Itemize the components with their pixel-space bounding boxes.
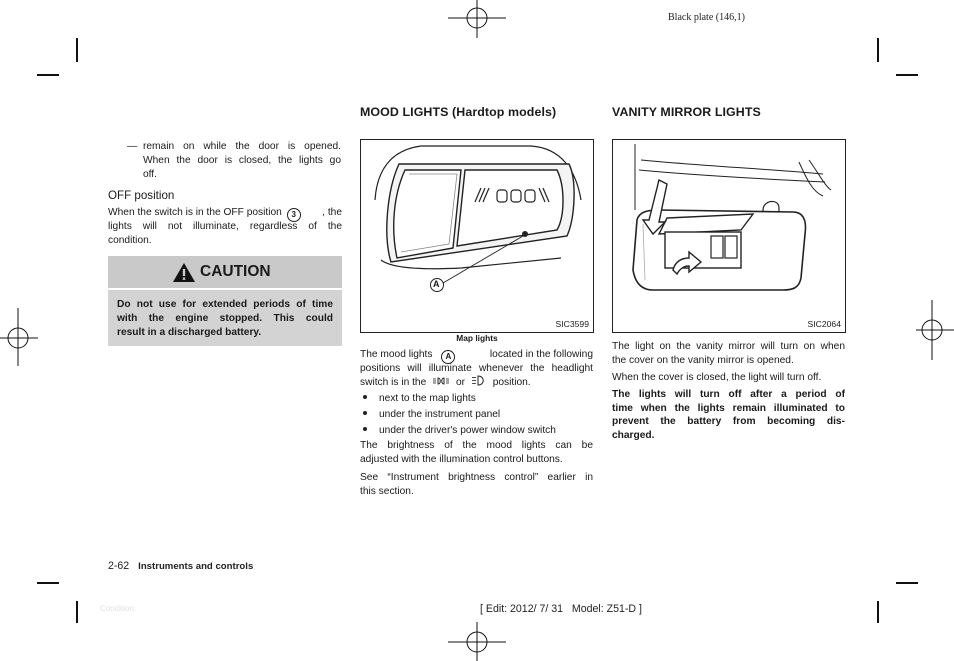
caution-line: result in a discharged battery. [117, 326, 262, 338]
map-lights-illustration [361, 140, 593, 332]
mood-lights-heading: MOOD LIGHTS (Hardtop models) [360, 105, 557, 119]
vanity-warning-para [612, 388, 845, 442]
para-line: The light on the vanity mirror will turn on when [612, 341, 845, 352]
para-part: located in the following [489, 349, 593, 360]
list-item [363, 408, 500, 421]
para-line: The brightness of the mood lights can be [360, 440, 593, 451]
position-3-marker: 3 [287, 208, 301, 222]
vanity-para1 [612, 340, 845, 367]
registration-mark-left [0, 300, 40, 366]
list-item-text: next to the map lights [379, 393, 476, 404]
para-line: time when the lights remain illuminated to [612, 402, 845, 414]
off-position-heading: OFF position [108, 189, 175, 202]
list-item [363, 424, 556, 437]
dash-item-line: remain on while the door is opened. [143, 141, 341, 152]
para-line: adjusted with the illumination control buttons. [360, 453, 563, 465]
bullet-icon [363, 411, 367, 415]
vanity-mirror-heading: VANITY MIRROR LIGHTS [612, 105, 761, 119]
dash-item-line: When the door is closed, the lights go [143, 155, 341, 166]
para-line: charged. [612, 429, 655, 441]
caution-title: CAUTION [200, 263, 271, 280]
registration-mark-bottom [444, 622, 510, 661]
figure-code: SIC2064 [807, 319, 841, 329]
registration-mark-right [914, 300, 954, 366]
figure-code: SIC3599 [555, 319, 589, 329]
caution-text [117, 298, 333, 339]
off-text-line: condition. [108, 235, 152, 246]
list-item-text: under the driver's power window switch [379, 425, 556, 436]
edit-info: [ Edit: 2012/ 7/ 31 Model: Z51-D ] [480, 603, 642, 615]
map-lights-figure [360, 139, 594, 333]
mood-lights-para3 [360, 471, 593, 498]
mood-lights-para2 [360, 439, 593, 466]
vanity-para2: When the cover is closed, the light will turn off. [612, 372, 822, 383]
vanity-mirror-figure [612, 139, 846, 333]
off-text-line: lights will not illuminate, regardless of the [108, 221, 342, 232]
headlight-icon [471, 375, 487, 386]
para-part: or [455, 377, 465, 389]
parking-light-icon [432, 376, 450, 386]
para-line: prevent the battery from becoming dis- [612, 416, 845, 428]
warning-icon [172, 262, 196, 283]
faint-condition-label: Condition: [100, 604, 137, 613]
mood-lights-para1 [360, 348, 593, 392]
para-line: The lights will turn off after a period of [612, 389, 845, 400]
caution-line: with the engine stopped. This could [117, 312, 333, 324]
para-part: The mood lights [360, 349, 433, 360]
vanity-mirror-illustration [613, 140, 845, 332]
section-name: Instruments and controls [138, 561, 254, 572]
plate-label: Black plate (146,1) [668, 12, 745, 23]
para-line: this section. [360, 485, 414, 497]
para-line: See “Instrument brightness control” earlier in [360, 472, 593, 483]
mood-light-a-marker: A [441, 350, 455, 364]
figure-label-a: A [433, 279, 440, 289]
figure-caption: Map lights [456, 333, 498, 343]
registration-mark-top [444, 0, 510, 40]
caution-line: Do not use for extended periods of time [117, 299, 333, 310]
page-number: 2-62 [108, 560, 130, 572]
para-part: position. [492, 377, 531, 389]
caution-body [108, 290, 342, 346]
list-item-text: under the instrument panel [379, 409, 501, 420]
para-line: positions will illuminate whenever the headlight [360, 362, 593, 374]
off-text-part: When the switch is in the OFF position [108, 207, 282, 218]
bullet-icon [363, 427, 367, 431]
para-part: switch is in the [360, 377, 427, 389]
page-footer [108, 560, 253, 572]
bullet-icon [363, 395, 367, 399]
caution-header [108, 256, 342, 290]
list-item [363, 392, 476, 405]
dash-mark: — [127, 141, 138, 152]
para-line: the cover on the vanity mirror is opened. [612, 354, 794, 366]
off-text-part: , the [322, 207, 342, 218]
dash-item-line: off. [143, 169, 157, 180]
